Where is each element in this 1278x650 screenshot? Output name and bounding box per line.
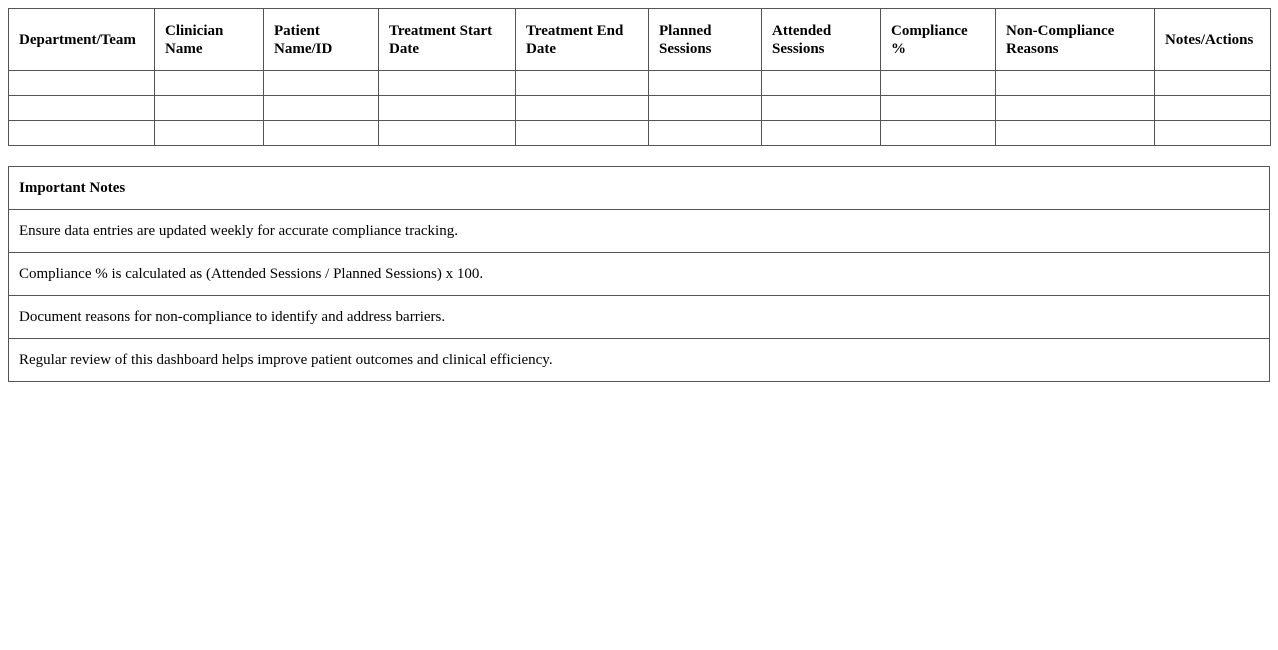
table-cell[interactable] xyxy=(1155,71,1271,96)
compliance-tracker-table xyxy=(8,8,1271,146)
note-item: Compliance % is calculated as (Attended Sessions / Planned Sessions) x 100. xyxy=(9,253,1270,296)
table-cell[interactable] xyxy=(379,121,516,146)
table-cell[interactable] xyxy=(881,96,996,121)
table-cell[interactable] xyxy=(996,71,1155,96)
note-item: Ensure data entries are updated weekly for accurate compliance tracking. xyxy=(9,210,1270,253)
table-cell[interactable] xyxy=(1155,96,1271,121)
table-row xyxy=(9,121,1271,146)
table-row xyxy=(9,71,1271,96)
table-cell[interactable] xyxy=(379,96,516,121)
table-cell[interactable] xyxy=(9,71,155,96)
table-cell[interactable] xyxy=(379,71,516,96)
table-cell[interactable] xyxy=(762,96,881,121)
table-cell[interactable] xyxy=(264,71,379,96)
table-body xyxy=(9,71,1271,146)
notes-title: Important Notes xyxy=(9,167,1270,210)
table-cell[interactable] xyxy=(762,71,881,96)
header-row xyxy=(9,9,1271,71)
notes-title-row xyxy=(9,167,1270,210)
table-cell[interactable] xyxy=(1155,121,1271,146)
table-cell[interactable] xyxy=(996,121,1155,146)
table-cell[interactable] xyxy=(516,71,649,96)
table-cell[interactable] xyxy=(996,96,1155,121)
note-row xyxy=(9,210,1270,253)
header-non-compliance-reasons: Non-Compliance Reasons xyxy=(996,9,1155,71)
table-cell[interactable] xyxy=(516,121,649,146)
table-cell[interactable] xyxy=(155,96,264,121)
table-cell[interactable] xyxy=(881,71,996,96)
table-cell[interactable] xyxy=(516,96,649,121)
table-cell[interactable] xyxy=(264,121,379,146)
header-department-team: Department/Team xyxy=(9,9,155,71)
header-clinician-name: Clinician Name xyxy=(155,9,264,71)
note-row xyxy=(9,253,1270,296)
table-cell[interactable] xyxy=(649,71,762,96)
notes-body xyxy=(9,167,1270,382)
important-notes-table xyxy=(8,166,1270,382)
table-cell[interactable] xyxy=(649,96,762,121)
table-cell[interactable] xyxy=(155,71,264,96)
page xyxy=(8,8,1270,382)
table-cell[interactable] xyxy=(649,121,762,146)
note-item: Document reasons for non-compliance to identify and address barriers. xyxy=(9,296,1270,339)
header-planned-sessions: Planned Sessions xyxy=(649,9,762,71)
table-row xyxy=(9,96,1271,121)
table-cell[interactable] xyxy=(9,121,155,146)
table-cell[interactable] xyxy=(9,96,155,121)
header-compliance-percent: Compliance % xyxy=(881,9,996,71)
header-attended-sessions: Attended Sessions xyxy=(762,9,881,71)
table-cell[interactable] xyxy=(762,121,881,146)
header-patient-name-id: Patient Name/ID xyxy=(264,9,379,71)
table-cell[interactable] xyxy=(155,121,264,146)
note-row xyxy=(9,296,1270,339)
note-row xyxy=(9,339,1270,382)
table-cell[interactable] xyxy=(881,121,996,146)
table-header xyxy=(9,9,1271,71)
header-treatment-start-date: Treatment Start Date xyxy=(379,9,516,71)
header-treatment-end-date: Treatment End Date xyxy=(516,9,649,71)
header-notes-actions: Notes/Actions xyxy=(1155,9,1271,71)
table-cell[interactable] xyxy=(264,96,379,121)
note-item: Regular review of this dashboard helps improve patient outcomes and clinical efficiency. xyxy=(9,339,1270,382)
